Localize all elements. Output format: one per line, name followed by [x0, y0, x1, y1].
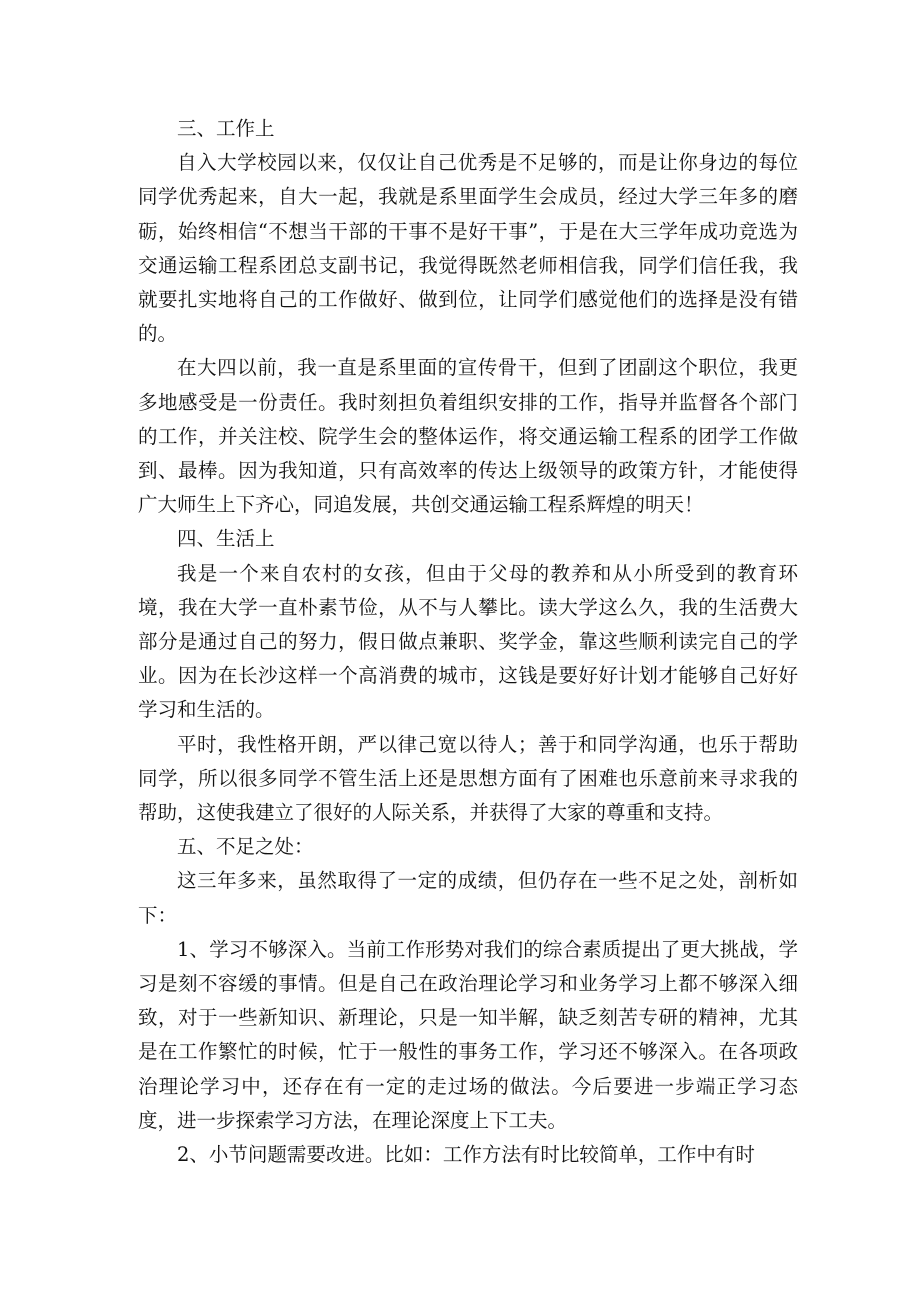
- document-body: [138, 112, 798, 1172]
- work-paragraph-2: 在大四以前，我一直是系里面的宣传骨干，但到了团副这个职位，我更多地感受是一份责任。我时刻担负着组织安排的工作，指导并监督各个部门的工作，并关注校、院学生会的整体运作，将交通运输工程系的团学工作做到、最棒。因为我知道，只有高效率的传达上级领导的政策方针，才能使得广大师生上下齐心，同追发展，共创交通运输工程系辉煌的明天！: [138, 356, 798, 517]
- life-paragraph-1: 我是一个来自农村的女孩，但由于父母的教养和从小所受到的教育环境，我在大学一直朴素节俭，从不与人攀比。读大学这么久，我的生活费大部分是通过自己的努力，假日做点兼职、奖学金，靠这些顺利读完自己的学业。因为在长沙这样一个高消费的城市，这钱是要好好计划才能够自己好好学习和生活的。: [138, 561, 798, 722]
- section-heading-work: 三、工作上: [177, 117, 275, 140]
- shortcoming-item-1: 1、学习不够深入。当前工作形势对我们的综合素质提出了更大挑战，学习是刻不容缓的事情。但是自己在政治理论学习和业务学习上都不够深入细致，对于一些新知识、新理论，只是一知半解，缺乏刻苦专研的精神，尤其是在工作繁忙的时候，忙于一般性的事务工作，学习还不够深入。在各项政治理论学习中，还存在有一定的走过场的做法。今后要进一步端正学习态度，进一步探索学习方法，在理论深度上下工夫。: [138, 937, 798, 1132]
- section-heading-life: 四、生活上: [177, 527, 275, 551]
- shortcoming-item-2: 2、小节问题需要改进。比如：工作方法有时比较简单，工作中有时: [177, 1143, 755, 1167]
- life-paragraph-2: 平时，我性格开朗，严以律己宽以待人；善于和同学沟通，也乐于帮助同学，所以很多同学不管生活上还是思想方面有了困难也乐意前来寻求我的帮助，这使我建立了很好的人际关系，并获得了大家的尊重和支持。: [138, 732, 798, 825]
- section-heading-shortcomings: 五、不足之处：: [177, 835, 314, 859]
- work-paragraph-1: 自入大学校园以来，仅仅让自己优秀是不足够的，而是让你身边的每位同学优秀起来，自大一起，我就是系里面学生会成员，经过大学三年多的磨砺，始终相信“不想当干部的干事不是好干事”，于是在大三学年成功竞选为交通运输工程系团总支副书记，我觉得既然老师相信我，同学们信任我，我就要扎实地将自己的工作做好、做到位，让同学们感觉他们的选择是没有错的。: [138, 151, 798, 346]
- shortcomings-intro-paragraph: 这三年多来，虽然取得了一定的成绩，但仍存在一些不足之处，剖析如下：: [138, 869, 798, 927]
